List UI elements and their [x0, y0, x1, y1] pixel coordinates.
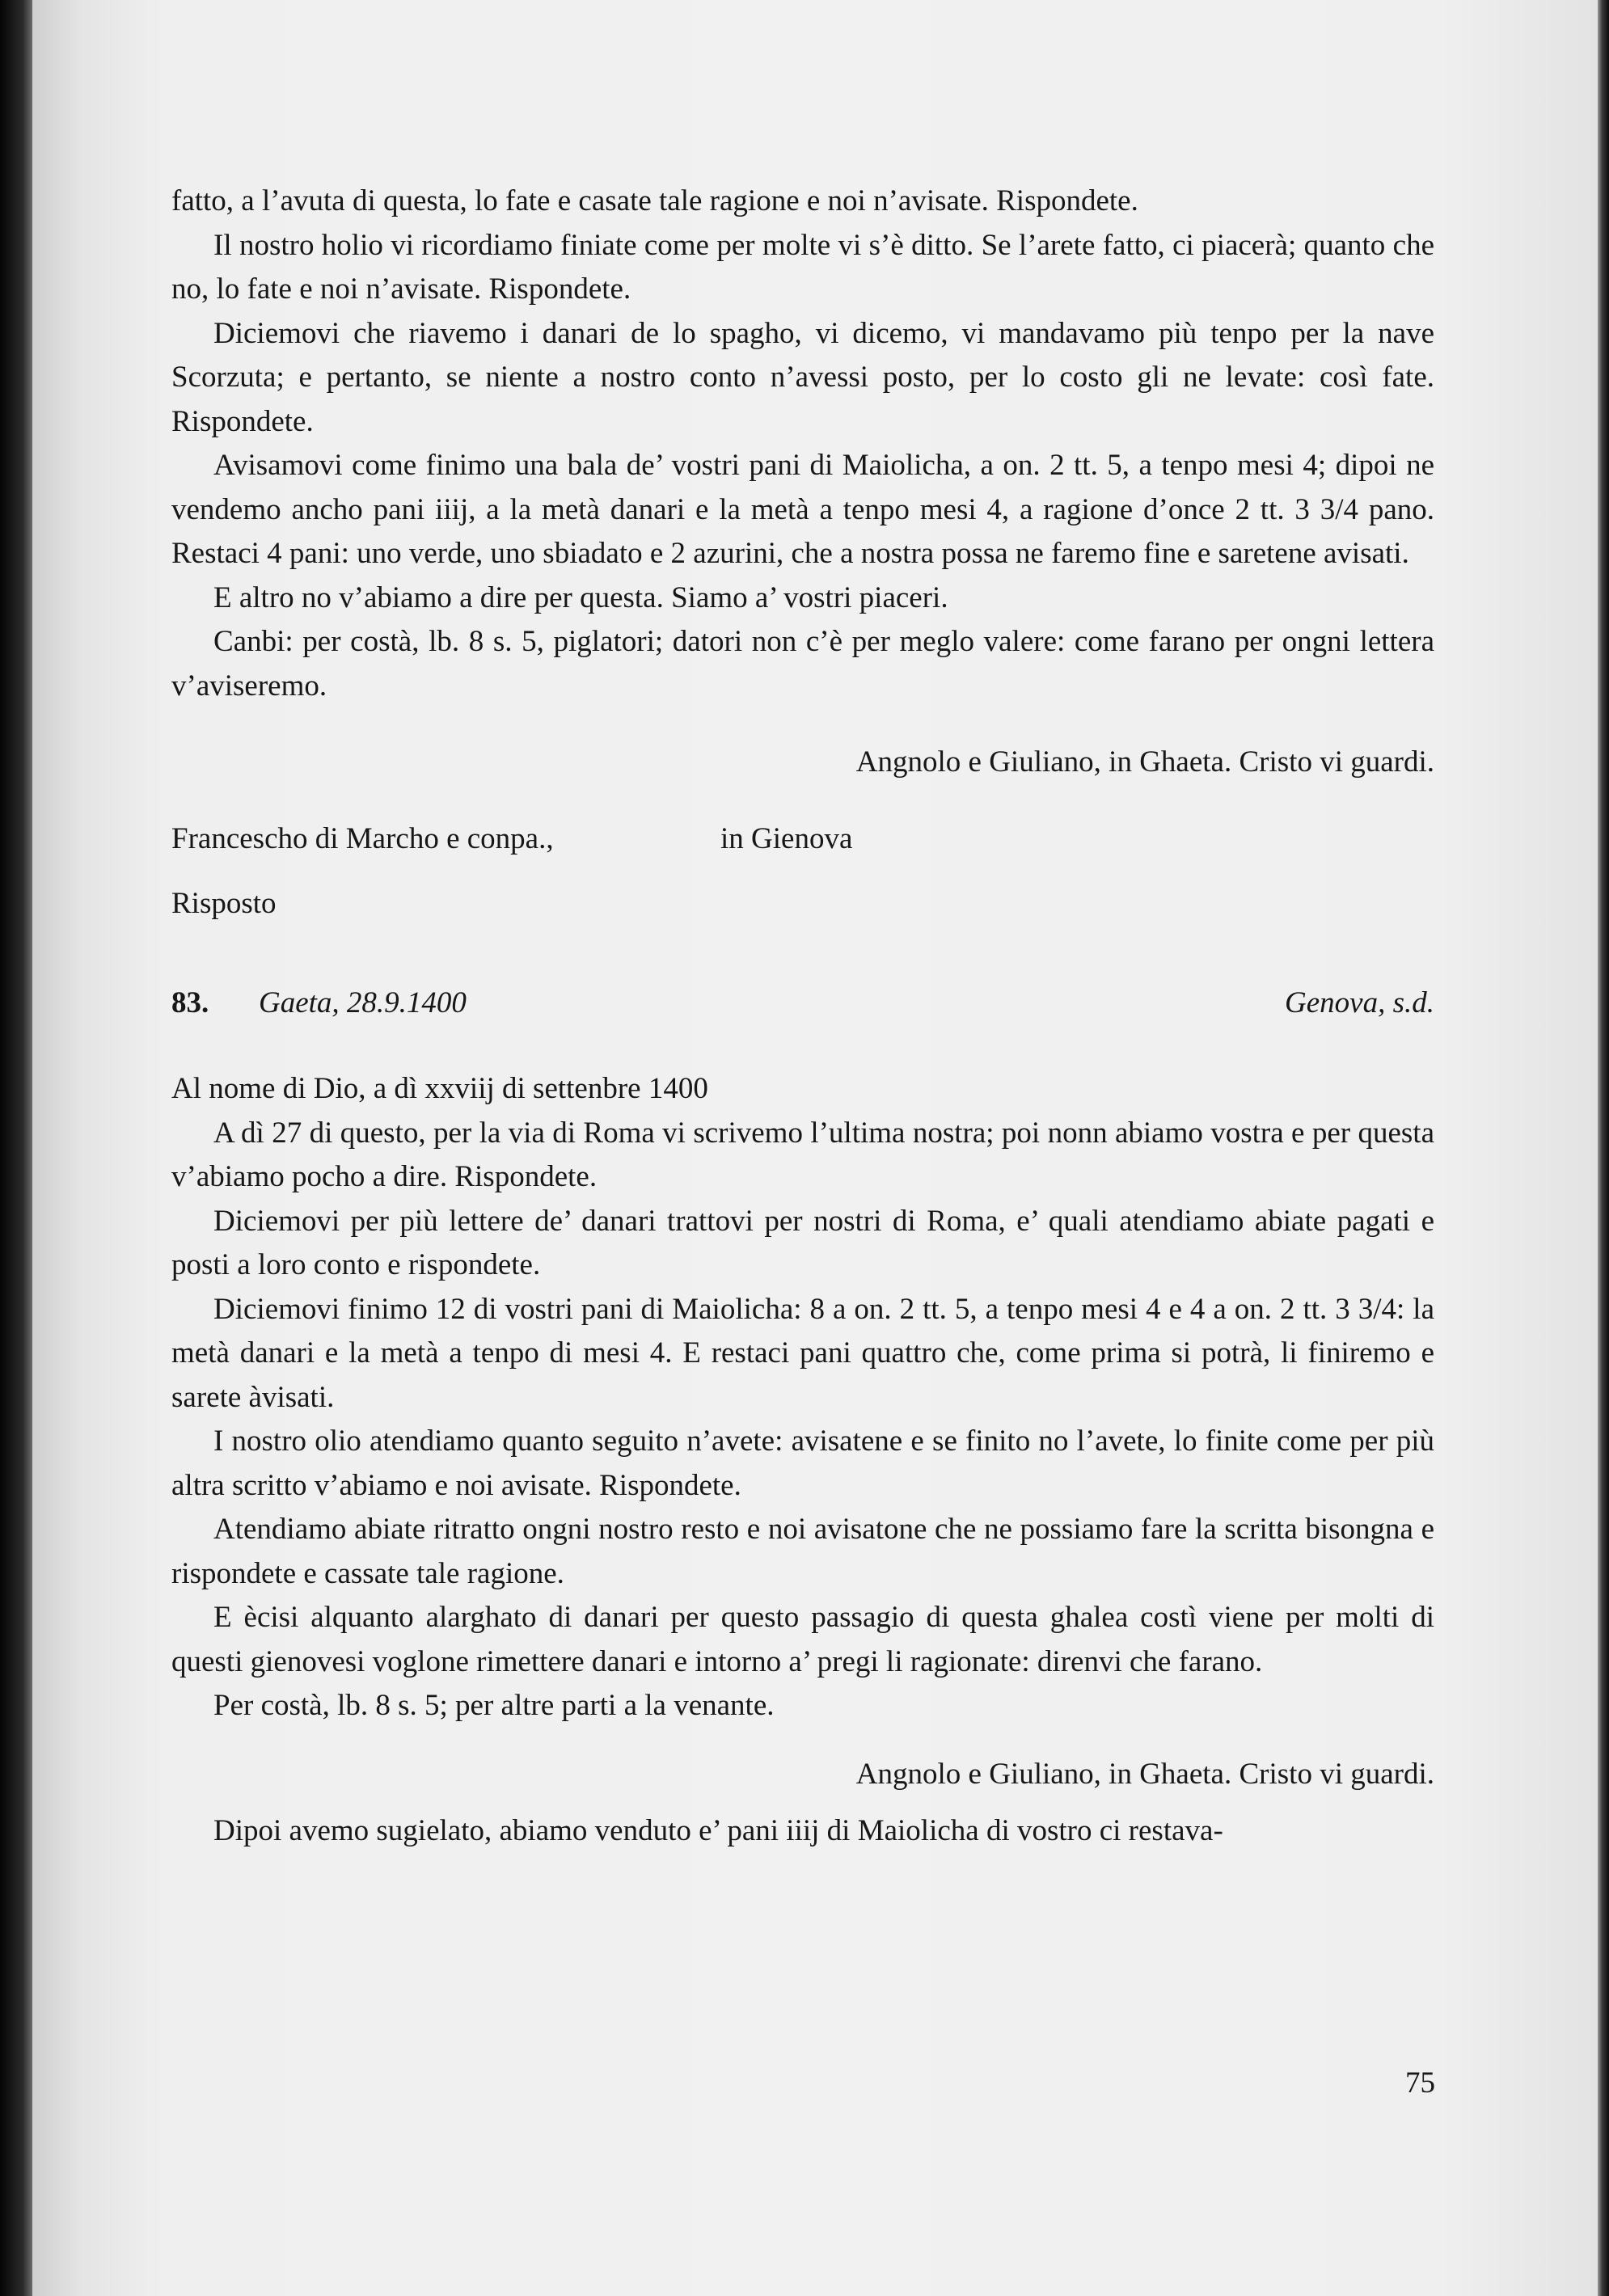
page-edge-shadow [1598, 0, 1609, 2296]
letter83-postscript: Dipoi avemo sugielato, abiamo venduto e’ pani iiij di Maiolicha di vostro ci restava- [213, 1814, 1223, 1847]
book-page [32, 0, 1598, 2296]
letter83-paragraph-5: Atendiamo abiate ritratto ongni nostro resto e noi avisatone che ne possiamo fare la scritta bisongna e rispondete e cassate tale ragione. [171, 1513, 1434, 1590]
letter82-addressee: Francescho di Marcho e conpa., [171, 821, 554, 855]
letter82-paragraph-4: Avisamovi come finimo una bala de’ vostri pani di Maiolicha, a on. 2 tt. 5, a tenpo mesi 4; dipoi ne vendemo ancho pani iiij, a la metà danari e la metà a tenpo mesi 4, a ragione d’once 2 tt. 3 3/4 pano. Restaci 4 pani: uno verde, uno sbiadato e 2 azurini, che a nostra possa ne faremo fine e saretene avisati. [171, 449, 1434, 570]
letter83-paragraph-7: Per costà, lb. 8 s. 5; per altre parti a la venante. [213, 1689, 775, 1722]
letter83-paragraph-4: I nostro olio atendiamo quanto seguito n’avete: avisatene e se finito no l’avete, lo finite come per più altra scritto v’abiamo e noi avisate. Rispondete. [171, 1424, 1434, 1502]
letter83-dateline: Al nome di Dio, a dì xxviij di settenbre 1400 [171, 1072, 708, 1105]
letter83-paragraph-1: A dì 27 di questo, per la via di Roma vi scrivemo l’ultima nostra; poi nonn abiamo vostra e per questa v’abiamo pocho a dire. Rispondete. [171, 1116, 1434, 1193]
letter82-address [171, 817, 1434, 862]
letter83-paragraph-3: Diciemovi finimo 12 di vostri pani di Maiolicha: 8 a on. 2 tt. 5, a tenpo mesi 4 e 4 a on. 2 tt. 3 3/4: la metà danari e la metà a tenpo di mesi 4. E restaci pani quattro che, come prima si potrà, li finiremo e sarete àvisati. [171, 1292, 1434, 1414]
letter82-signature: Angnolo e Giuliano, in Ghaeta. Cristo vi guardi. [855, 745, 1434, 779]
letter82-paragraph-5: E altro no v’abiamo a dire per questa. Siamo a’ vostri piaceri. [213, 580, 948, 614]
book-gutter-shadow [0, 0, 32, 2296]
letter83-heading [171, 981, 1434, 1026]
letter82-paragraph-1: fatto, a l’avuta di questa, lo fate e casate tale ragione e noi n’avisate. Rispondete. [171, 184, 1138, 217]
letter83-paragraph-6: E ècisi alquanto alarghato di danari per questo passagio di questa ghalea costì viene per molti di questi gienovesi voglone rimettere danari e intorno a’ pregi li ragionate: direnvi che farano. [171, 1601, 1434, 1678]
page-text [171, 179, 1434, 1854]
letter-received: Genova, s.d. [1285, 986, 1434, 1019]
letter83-signature: Angnolo e Giuliano, in Ghaeta. Cristo vi guardi. [855, 1757, 1434, 1791]
letter82-paragraph-6: Canbi: per costà, lb. 8 s. 5, piglatori; datori non c’è per meglo valere: come farano per ongni lettera v’aviseremo. [171, 625, 1434, 703]
letter-number: 83. [171, 986, 209, 1019]
letter-origin: Gaeta, 28.9.1400 [259, 986, 467, 1019]
letter83-paragraph-2: Diciemovi per più lettere de’ danari trattovi per nostri di Roma, e’ quali atendiamo abiate pagati e posti a loro conto e rispondete. [171, 1204, 1434, 1281]
letter82-paragraph-2: Il nostro holio vi ricordiamo finiate come per molte vi s’è ditto. Se l’arete fatto, ci piacerà; quanto che no, lo fate e noi n’avisate. Rispondete. [171, 228, 1434, 306]
page-number: 75 [1405, 2066, 1435, 2100]
letter82-paragraph-3: Diciemovi che riavemo i danari de lo spagho, vi dicemo, vi mandavamo più tenpo per la nave Scorzuta; e pertanto, se niente a nostro conto n’avessi posto, per lo costo gli ne levate: così fate. Rispondete. [171, 316, 1434, 438]
letter82-destination: in Gienova [720, 821, 853, 855]
letter82-note: Risposto [171, 887, 277, 920]
